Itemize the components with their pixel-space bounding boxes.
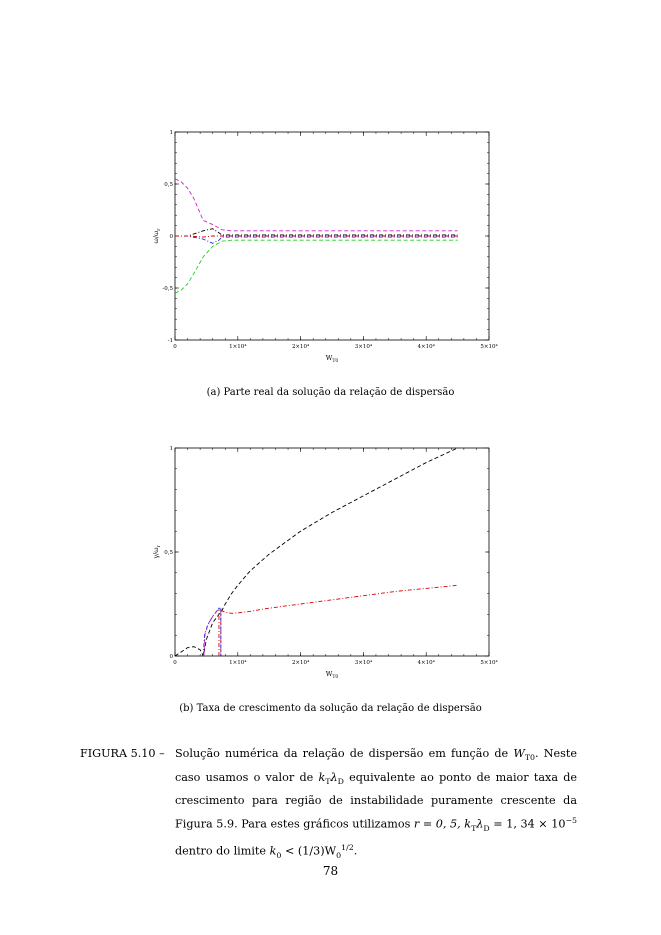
x-tick-label: 3×10⁴ xyxy=(354,660,373,666)
series-magenta-line xyxy=(175,179,458,231)
y-tick-label: 1 xyxy=(169,130,173,136)
page-number: 78 xyxy=(322,864,339,878)
x-tick-label: 0 xyxy=(173,344,177,350)
x-tick-label: 2×10⁴ xyxy=(291,660,310,666)
y-tick-label: 1 xyxy=(169,446,173,452)
subcaption-b: (b) Taxa de crescimento da solução da relação de dispersão xyxy=(179,703,482,714)
x-tick-label: 5×10⁴ xyxy=(480,344,498,350)
y-tick-label: 0 xyxy=(169,234,173,240)
series-magenta-line xyxy=(204,608,220,656)
x-tick-label: 0 xyxy=(173,660,177,666)
figure-caption-text: Solução numérica da relação de dispersão em função de $W_{T0}$. Neste caso usamos o valor de $k_T\lambda_D$ equivalente ao ponto de maior taxa de crescimento para região de instabilidade puramente crescente da Figura 5.9. Para estes gráficos utilizamos r = 0, 5, $k_T\lambda_D = 1$, $34 \times 10^{-5}$ dentro do limite $k_0 < (1/3)W_0^{1/2}$. xyxy=(175,747,578,861)
x-tick-label: 4×10⁴ xyxy=(417,344,435,350)
series-black-line xyxy=(175,229,458,236)
chart-growth-rate xyxy=(150,442,510,682)
y-tick-label: -0,5 xyxy=(162,286,173,292)
x-tick-label: 4×10⁴ xyxy=(417,660,435,666)
y-tick-label: 0,5 xyxy=(164,182,173,188)
x-axis-label: $W_{T0}$ xyxy=(325,670,339,680)
y-axis-label: $\gamma/\omega_r$ xyxy=(152,545,162,559)
series-green-line xyxy=(175,240,458,293)
figure-label: FIGURA 5.10 – xyxy=(80,747,165,760)
y-axis-label: $\omega/\omega_r$ xyxy=(152,228,162,244)
x-tick-label: 2×10⁴ xyxy=(291,344,310,350)
series-red-line xyxy=(221,585,458,613)
subcaption-a: (a) Parte real da solução da relação de dispersão xyxy=(206,387,455,398)
y-tick-label: 0,5 xyxy=(164,550,173,556)
chart-real-part xyxy=(150,126,510,366)
y-tick-label: 0 xyxy=(169,654,173,660)
y-tick-label: -1 xyxy=(167,338,173,344)
x-tick-label: 5×10⁴ xyxy=(480,660,498,666)
series-black-line xyxy=(175,448,458,656)
plot-frame xyxy=(175,448,489,656)
x-axis-label: $W_{T0}$ xyxy=(325,354,339,364)
x-tick-label: 1×10⁴ xyxy=(229,660,247,666)
x-tick-label: 1×10⁴ xyxy=(229,344,247,350)
series-blue-line xyxy=(175,236,458,243)
x-tick-label: 3×10⁴ xyxy=(354,344,373,350)
